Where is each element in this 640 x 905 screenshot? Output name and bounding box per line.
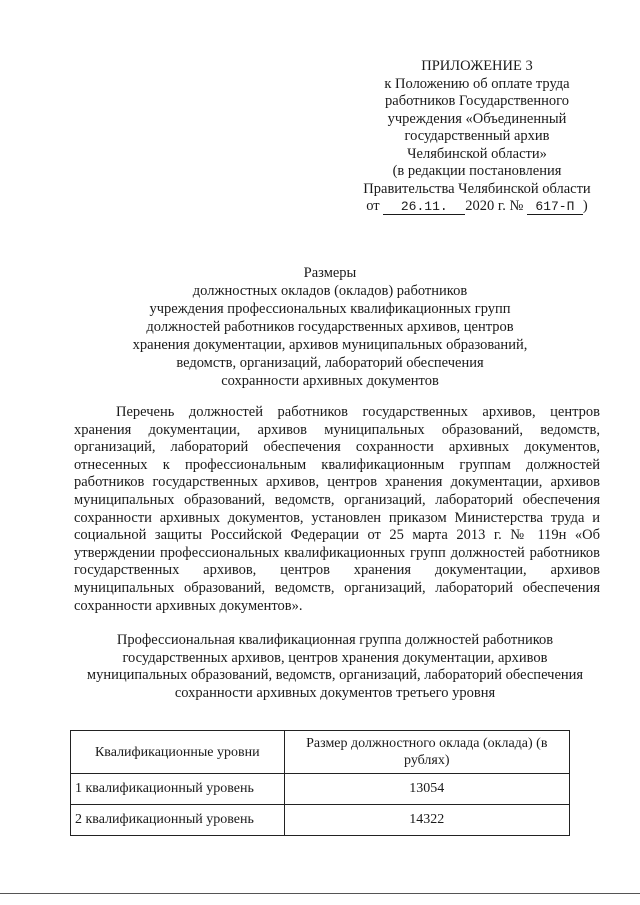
group-title-line: муниципальных образований, ведомств, организаций, лабораторий обеспечения <box>86 667 584 683</box>
header-salary-amount: Размер должностного оклада (оклада) (в рублях) <box>284 731 569 774</box>
title-line: Размеры <box>303 265 357 281</box>
appendix-line: Правительства Челябинской области <box>363 180 591 197</box>
appendix-line: к Положению об оплате труда <box>384 75 570 92</box>
table-cell-amount: 13054 <box>284 774 569 805</box>
group-title-line: сохранности архивных документов третьего уровня <box>174 684 496 701</box>
header-qualification-levels: Квалификационные уровни <box>71 731 285 774</box>
title-line: ведомств, организаций, лабораторий обеспечения <box>176 355 484 371</box>
appendix-line: (в редакции постановления <box>392 163 562 179</box>
group-title-line: государственных архивов, центров хранения документации, архивов <box>122 649 548 666</box>
table-cell-amount: 14322 <box>284 805 569 836</box>
table-cell-level: 2 квалификационный уровень <box>71 805 285 836</box>
appendix-line: государственный архив <box>404 128 550 144</box>
title-line: должностных окладов (окладов) работников <box>192 283 468 299</box>
appendix-line: работников Государственного <box>385 93 569 109</box>
closing-paren: ) <box>582 198 588 214</box>
qualification-group-title <box>60 632 610 702</box>
table-row <box>71 805 570 836</box>
title-line: должностей работников государственных архивов, центров <box>146 319 514 335</box>
salary-table <box>70 730 570 836</box>
handwritten-date: 26.11. <box>383 200 465 215</box>
title-line: учреждения профессиональных квалификационных групп <box>149 301 511 317</box>
body-paragraph: Перечень должностей работников государственных архивов, центров хранения документации, архивов муниципальных образований, ведомств, организаций, лабораторий обеспечения сохранности архивных документов, отнесенных к профессиональным квалификационным группам должностей работников государственных архивов, центров хранения документации, архивов муниципальных образований, ведомств, организаций, лабораторий обеспечения сохранности архивных документов, установлен приказом Министерства труда и социальной защиты Российской Федерации от 25 марта 2013 г. № 119н «Об утверждении профессиональных квалификационных групп должностей работников государственных архивов, центров хранения документации, архивов муниципальных образований, ведомств, организаций, лабораторий обеспечения сохранности архивных документов». <box>74 404 600 614</box>
document-title <box>60 264 600 390</box>
handwritten-resolution-number: 617-П <box>527 200 583 215</box>
title-line: сохранности архивных документов <box>221 373 439 389</box>
resolution-date-line <box>352 198 602 216</box>
title-line: хранения документации, архивов муниципальных образований, <box>132 337 528 353</box>
ot-prefix: от <box>366 198 380 214</box>
appendix-header <box>352 58 602 216</box>
page-bottom-divider <box>0 893 640 894</box>
appendix-line: Челябинской области» <box>407 145 547 162</box>
appendix-line: учреждения «Объединенный <box>387 110 567 127</box>
table-cell-level: 1 квалификационный уровень <box>71 774 285 805</box>
group-title-line: Профессиональная квалификационная группа должностей работников <box>116 632 554 648</box>
table-header-row <box>71 731 570 774</box>
year-number-label: 2020 г. № <box>465 198 524 214</box>
table-row <box>71 774 570 805</box>
appendix-title: ПРИЛОЖЕНИЕ 3 <box>421 58 533 74</box>
